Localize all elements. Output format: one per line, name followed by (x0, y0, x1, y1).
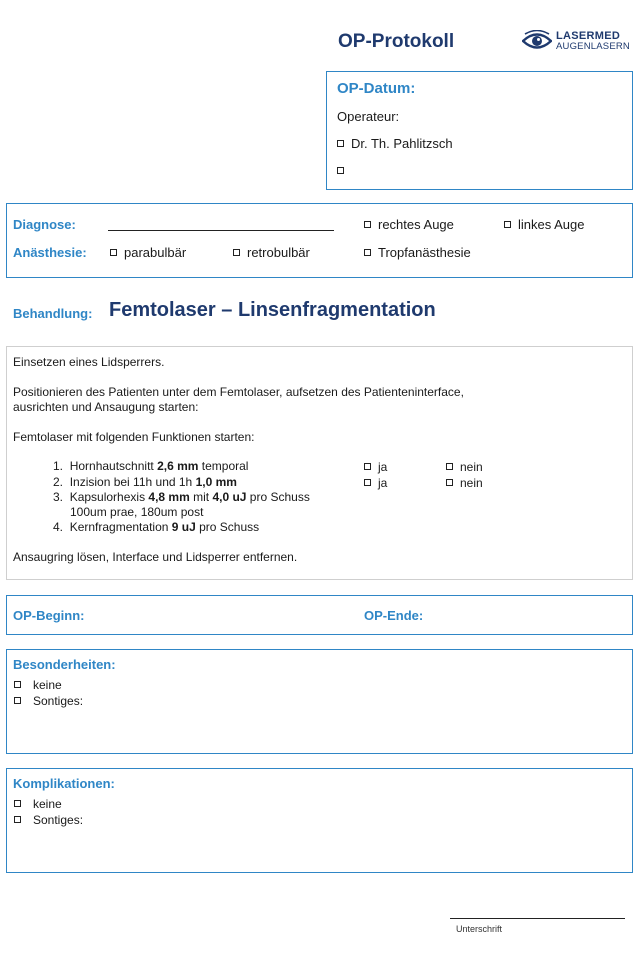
parabulbar-label: parabulbär (124, 245, 187, 260)
step-3-value-2: 4,0 uJ (212, 490, 247, 504)
step-2-yes-label: ja (378, 476, 388, 490)
step-4-num: 4. (53, 520, 64, 534)
step-3-line-2: 100um prae, 180um post (70, 505, 204, 519)
anesthesia-option-retrobulbar[interactable] (233, 245, 310, 260)
lasermed-logo (522, 30, 630, 54)
step-1-no[interactable] (446, 460, 483, 474)
step-2-no[interactable] (446, 476, 483, 490)
step-4-suffix: pro Schuss (195, 520, 260, 534)
operator-option-label: Dr. Th. Pahlitzsch (351, 136, 453, 151)
step-1-no-checkbox[interactable] (446, 463, 453, 470)
besonderheiten-box (6, 649, 633, 754)
step-2-yes-checkbox[interactable] (364, 479, 371, 486)
right-eye-option[interactable] (364, 217, 454, 232)
besonderheiten-option-keine[interactable] (14, 678, 62, 692)
step-1-value: 2,6 mm (157, 459, 199, 473)
left-eye-checkbox[interactable] (504, 221, 511, 228)
procedure-paragraph-2b: ausrichten und Ansaugung starten: (13, 400, 199, 414)
step-3 (53, 490, 310, 504)
step-2-text: Inzision bei 11h und 1h (69, 475, 196, 489)
procedure-paragraph-2a: Positionieren des Patienten unter dem Femtolaser, aufsetzen des Patienteninterface, (13, 385, 464, 399)
op-times-box (6, 595, 633, 635)
anesthesia-option-tropf[interactable] (364, 245, 471, 260)
step-2-no-checkbox[interactable] (446, 479, 453, 486)
diagnose-box (6, 203, 633, 278)
step-4 (53, 520, 259, 534)
procedure-paragraph-1: Einsetzen eines Lidsperrers. (13, 355, 165, 369)
komplikationen-option-keine[interactable] (14, 797, 62, 811)
op-date-label: OP-Datum: (337, 80, 416, 97)
diagnose-label: Diagnose: (13, 217, 76, 232)
operator-checkbox-2[interactable] (337, 167, 344, 174)
retrobulbar-label: retrobulbär (247, 245, 310, 260)
signature-line[interactable] (450, 918, 625, 919)
eye-icon (522, 30, 552, 52)
operator-option-1[interactable] (337, 136, 453, 151)
besonderheiten-label: Besonderheiten: (13, 657, 116, 672)
tropf-label: Tropfanästhesie (378, 245, 471, 260)
tropf-checkbox[interactable] (364, 249, 371, 256)
step-3-mid: mit (189, 490, 213, 504)
right-eye-checkbox[interactable] (364, 221, 371, 228)
procedure-box (6, 346, 633, 580)
besonderheiten-keine-label: keine (33, 678, 62, 692)
treatment-label: Behandlung: (13, 306, 93, 321)
parabulbar-checkbox[interactable] (110, 249, 117, 256)
komplikationen-sonstiges-label: Sontiges: (33, 813, 84, 827)
step-1 (53, 459, 248, 473)
step-3-text: Kapsulorhexis (69, 490, 149, 504)
step-2-num: 2. (53, 475, 64, 489)
operator-checkbox-1[interactable] (337, 140, 344, 147)
treatment-title: Femtolaser – Linsenfragmentation (109, 299, 436, 321)
step-2 (53, 475, 237, 489)
signature-label: Unterschrift (456, 924, 503, 934)
step-2-no-label: nein (460, 476, 483, 490)
besonderheiten-sonstiges-label: Sontiges: (33, 694, 84, 708)
logo-line2: AUGENLASERN (556, 41, 630, 52)
step-1-yes-checkbox[interactable] (364, 463, 371, 470)
procedure-paragraph-4: Ansaugring lösen, Interface und Lidsperrer entfernen. (13, 550, 298, 564)
step-2-yes[interactable] (364, 476, 387, 490)
step-1-num: 1. (53, 459, 64, 473)
logo-line1: LASERMED (556, 30, 621, 42)
step-3-num: 3. (53, 490, 64, 504)
operator-option-2[interactable] (337, 163, 351, 178)
step-1-suffix: temporal (198, 459, 249, 473)
step-4-text: Kernfragmentation (69, 520, 172, 534)
operator-label: Operateur: (337, 109, 400, 124)
komplikationen-sonstiges-checkbox[interactable] (14, 816, 21, 823)
step-4-value: 9 uJ (171, 520, 196, 534)
komplikationen-option-sonstiges[interactable] (14, 813, 83, 827)
step-2-value: 1,0 mm (195, 475, 237, 489)
step-1-yes-label: ja (378, 460, 388, 474)
besonderheiten-keine-checkbox[interactable] (14, 681, 21, 688)
step-3-value-1: 4,8 mm (148, 490, 190, 504)
besonderheiten-sonstiges-checkbox[interactable] (14, 697, 21, 704)
op-end-label: OP-Ende: (364, 608, 424, 623)
retrobulbar-checkbox[interactable] (233, 249, 240, 256)
op-begin-label: OP-Beginn: (13, 608, 85, 623)
anesthesia-option-parabulbar[interactable] (110, 245, 186, 260)
page-title: OP-Protokoll (338, 31, 455, 52)
step-1-text: Hornhautschnitt (69, 459, 158, 473)
right-eye-label: rechtes Auge (378, 217, 454, 232)
anesthesia-label: Anästhesie: (13, 245, 87, 260)
step-1-no-label: nein (460, 460, 483, 474)
step-3-suffix: pro Schuss (246, 490, 310, 504)
step-1-yes[interactable] (364, 460, 387, 474)
left-eye-option[interactable] (504, 217, 585, 232)
komplikationen-box (6, 768, 633, 873)
diagnose-input-line[interactable] (108, 230, 334, 231)
komplikationen-keine-checkbox[interactable] (14, 800, 21, 807)
procedure-paragraph-3: Femtolaser mit folgenden Funktionen starten: (13, 430, 255, 444)
op-date-box (326, 71, 633, 190)
besonderheiten-option-sonstiges[interactable] (14, 694, 83, 708)
komplikationen-keine-label: keine (33, 797, 62, 811)
komplikationen-label: Komplikationen: (13, 776, 115, 791)
left-eye-label: linkes Auge (518, 217, 585, 232)
